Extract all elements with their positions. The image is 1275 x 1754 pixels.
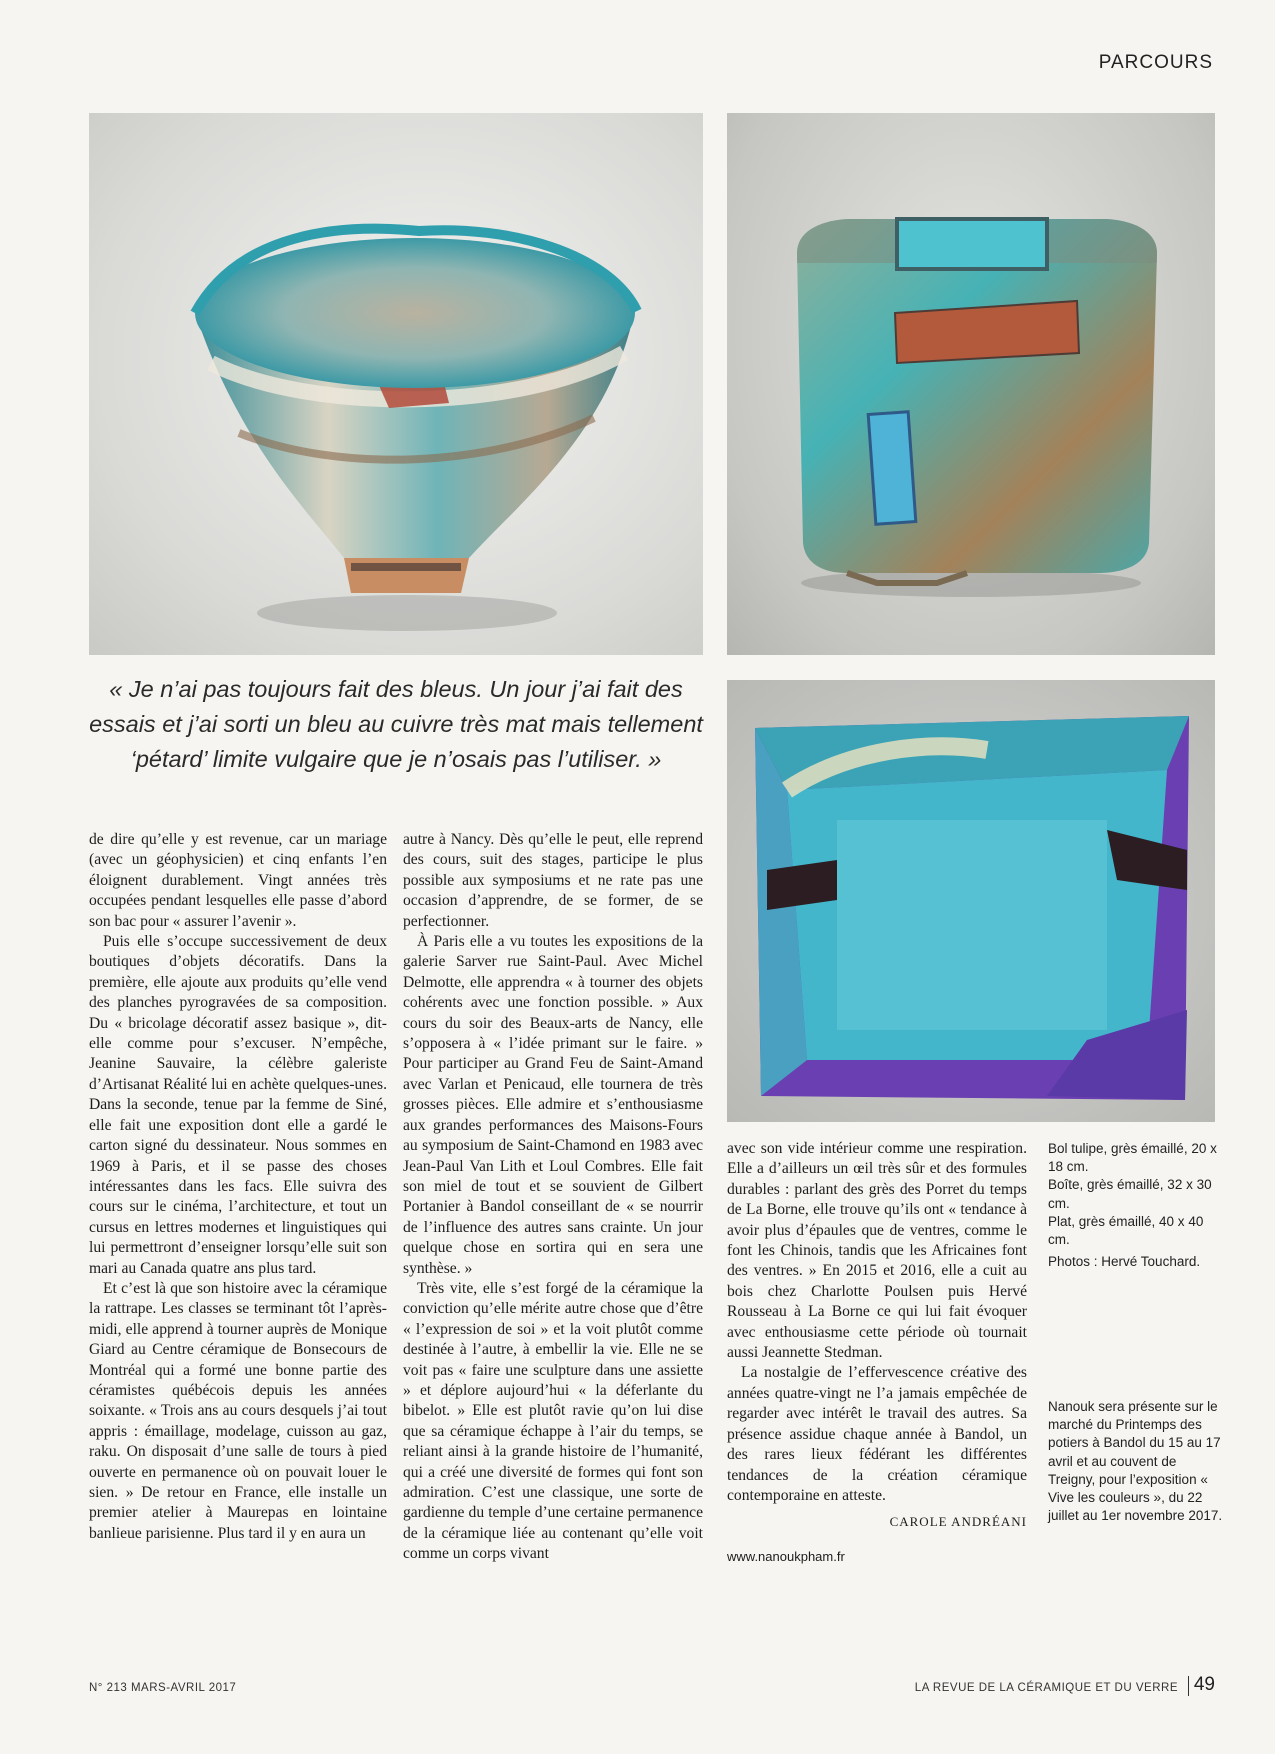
caption-box: Boîte, grès émaillé, 32 x 30 cm. bbox=[1048, 1177, 1212, 1211]
box-illustration bbox=[727, 113, 1215, 655]
photo-credit: Photos : Hervé Touchard. bbox=[1048, 1254, 1201, 1270]
caption-plate: Plat, grès émaillé, 40 x 40 cm. bbox=[1048, 1213, 1204, 1248]
author-signature: CAROLE ANDRÉANI bbox=[889, 1514, 1027, 1530]
paragraph: Très vite, elle s’est forgé de la céramique la conviction qu’elle mérite autre chose que d’être « l’expression de soi » et la voit plutôt comme destinée à l’autre, à embellir la vie. Elle ne se voit pas « faire une sculpture dans une assiette » et déplore aujourd’hui « la déferlante du bibelot. » Elle est plutôt ravie qu’on lui dise que sa céramique échappe à l’air du temps, se reliant ainsi à la grande histoire de l’humanité, qui a créé une diversité de formes qui font son admiration. C’est une classique, une sorte de gardienne du temple d’une certaine permanence de la céramique liée au contenant qu’elle voit comme un corps vivant bbox=[403, 1279, 703, 1563]
article-column-1 bbox=[89, 830, 387, 1544]
website-link[interactable]: www.nanoukpham.fr bbox=[727, 1548, 845, 1564]
paragraph: autre à Nancy. Dès qu’elle le peut, elle reprend des cours, suit des stages, participe le plus possible aux symposiums et ne rate pas une occasion d’apprendre, de se former, de se perfectionner. bbox=[403, 831, 703, 930]
photo-tulip-bowl bbox=[89, 113, 703, 655]
photo-square-box bbox=[727, 113, 1215, 655]
paragraph: À Paris elle a vu toutes les expositions de la galerie Sarver rue Saint-Paul. Avec Michel Delmotte, elle apprendra « à tourner des objets cohérents avec une fonction possible. » Aux cours du soir des Beaux-arts de Nancy, elle s’opposera à « l’idée primant sur le faire. » Pour participer au Grand Feu de Saint-Amand avec Varlan et Penicaud, elle tournera de très grosses pièces. Elle admire et s’enthousiasme aux grandes performances des Maisons-Fours au symposium de Saint-Chamond en 1983 avec Jean-Paul Van Lith et Loul Combres. Elle fait son miel de tout et se souvient de Gilbert Portanier à Bandol conseillant de « se nourrir de l’influence des autres sans crainte. Un jour quelque chose en sortira qui en sera une synthèse. » bbox=[403, 933, 703, 1277]
caption-bowl: Bol tulipe, grès émaillé, 20 x 18 cm. bbox=[1048, 1141, 1217, 1175]
magazine-title: LA REVUE DE LA CÉRAMIQUE ET DU VERRE bbox=[914, 1682, 1178, 1694]
paragraph: Et c’est là que son histoire avec la céramique la rattrape. Les classes se terminant tôt l’après-midi, elle apprend à tourner auprès de Monique Giard au Centre céramique de Bonsecours de Montréal qui a formé une bonne partie des céramistes québécois depuis les années soixante. « Trois ans au cours desquels j’ai tout appris : émaillage, modelage, cuisson au gaz, raku. On disposait d’une salle de tours à pied ouverte en permanence où on pouvait louer le sien. » De retour en France, elle installe un premier atelier à Maurepas en lointaine banlieue parisienne. Plus tard il y en aura un bbox=[89, 1279, 387, 1542]
page-number: 49 bbox=[1193, 1674, 1215, 1695]
pull-quote: « Je n’ai pas toujours fait des bleus. Un jour j’ai fait des essais et j’ai sorti un bleu au cuivre très mat mais tellement ‘pétard’ limite vulgaire que je n’osais pas l’utiliser. » bbox=[89, 676, 703, 772]
section-label: PARCOURS bbox=[1098, 52, 1213, 73]
paragraph: Puis elle s’occupe successivement de deux boutiques d’objets décoratifs. Dans la première, elle ajoute aux produits qu’elle vend des planches pyrogravées de sa composition. Du « bricolage décoratif assez basique », dit-elle comme pour s’excuser. N’empêche, Jeanine Sauvaire, la célèbre galeriste d’Artisanat Réalité lui en achète quelques-unes. Dans la seconde, tenue par la femme de Siné, elle fait une exposition dont elle a gardé le carton signé du dessinateur. Nous sommes en 1969 à Paris, et il se passe des choses intéressantes dans les facs. Elle suivra des cours sur le cinéma, l’architecture, et tout un cursus en lettres modernes et linguistiques qui lui permettront d’enseigner lorsqu’elle suit son mari au Canada quatre ans plus tard. bbox=[89, 933, 387, 1277]
issue-info: N° 213 MARS-AVRIL 2017 bbox=[89, 1682, 237, 1694]
paragraph: de dire qu’elle y est revenue, car un mariage (avec un géophysicien) et cinq enfants l’en éloignent durablement. Vingt années très occupées pendant lesquelles elle passe d’abord son bac pour « assurer l’avenir ». bbox=[89, 831, 387, 930]
footer-separator bbox=[1188, 1676, 1190, 1696]
plate-illustration bbox=[727, 680, 1215, 1122]
paragraph: avec son vide intérieur comme une respiration. Elle a d’ailleurs un œil très sûr et des formules durables : parlant des grès des Porret du temps de La Borne, elle trouve qu’ils ont « tendance à avoir plus d’épaules que de ventres, comme le font les Chinois, tandis que les Africaines font des ventres. » En 2015 et 2016, elle a cuit au bois chez Charlotte Poulsen puis Hervé Rousseau à La Borne ce qui lui fait évoquer avec enthousiasme cette période où tournait aussi Jeannette Stedman. bbox=[727, 1140, 1027, 1362]
paragraph: La nostalgie de l’effervescence créative des années quatre-vingt ne l’a jamais empêchée de regarder avec intérêt le travail des autres. Sa présence assidue chaque année à Bandol, un des rares lieux fédérant les différentes tendances de la création céramique contemporaine en atteste. bbox=[727, 1364, 1027, 1504]
photo-captions bbox=[1048, 1140, 1218, 1271]
bowl-illustration bbox=[89, 113, 703, 655]
article-column-3 bbox=[727, 1139, 1027, 1567]
event-sidenote: Nanouk sera présente sur le marché du Printemps des potiers à Bandol du 15 au 17 avril et au couvent de Treigny, pour l’exposition « Vive les couleurs », du 22 juillet au 1er novembre 2017. bbox=[1048, 1399, 1223, 1524]
article-column-2 bbox=[403, 830, 703, 1565]
photo-square-plate bbox=[727, 680, 1215, 1122]
